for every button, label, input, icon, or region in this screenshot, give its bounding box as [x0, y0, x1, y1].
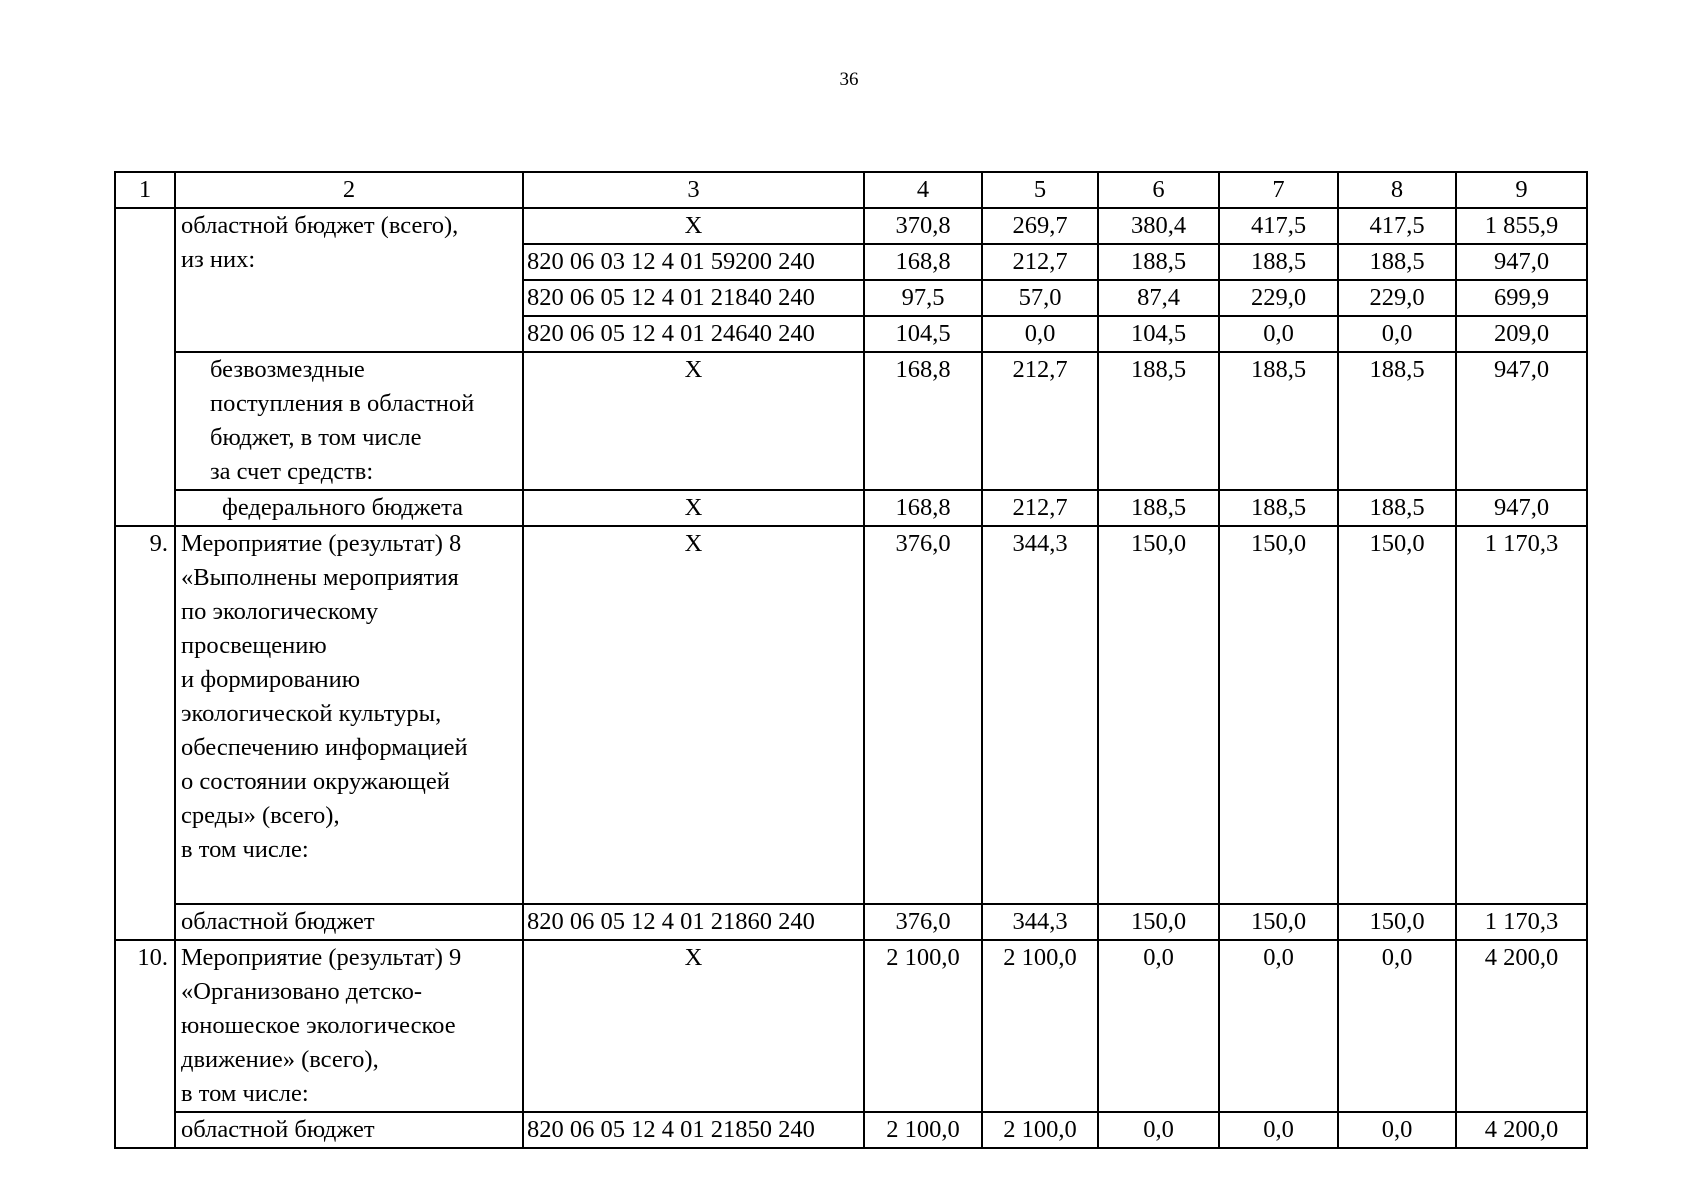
value-cell: 229,0 [1338, 280, 1456, 316]
header-cell: 5 [982, 172, 1098, 208]
value-cell: 0,0 [1219, 316, 1338, 352]
value-cell: 212,7 [982, 352, 1098, 490]
value-cell: 947,0 [1456, 490, 1587, 526]
code-cell: 820 06 03 12 4 01 59200 240 [523, 244, 864, 280]
value-cell: 150,0 [1338, 904, 1456, 940]
row-name-cell: Мероприятие (результат) 8 «Выполнены мероприятия по экологическому просвещению и формированию экологической культуры, обеспечению информацией о состоянии окружающей среды» (всего), в том числе: [175, 526, 523, 904]
table-row [115, 490, 1587, 526]
code-cell: 820 06 05 12 4 01 21860 240 [523, 904, 864, 940]
value-cell: 370,8 [864, 208, 982, 244]
code-cell: X [523, 526, 864, 904]
header-cell: 3 [523, 172, 864, 208]
value-cell: 104,5 [864, 316, 982, 352]
value-cell: 1 855,9 [1456, 208, 1587, 244]
value-cell: 0,0 [1098, 940, 1219, 1112]
code-cell: 820 06 05 12 4 01 21850 240 [523, 1112, 864, 1148]
value-cell: 150,0 [1219, 904, 1338, 940]
value-cell: 344,3 [982, 526, 1098, 904]
value-cell: 57,0 [982, 280, 1098, 316]
table-row [115, 526, 1587, 904]
value-cell: 2 100,0 [864, 940, 982, 1112]
header-cell: 8 [1338, 172, 1456, 208]
value-cell: 344,3 [982, 904, 1098, 940]
header-cell: 7 [1219, 172, 1338, 208]
value-cell: 188,5 [1338, 490, 1456, 526]
value-cell: 0,0 [982, 316, 1098, 352]
value-cell: 0,0 [1098, 1112, 1219, 1148]
value-cell: 188,5 [1219, 352, 1338, 490]
table-header-row [115, 172, 1587, 208]
table-row [115, 208, 1587, 244]
table-row [115, 904, 1587, 940]
value-cell: 150,0 [1098, 526, 1219, 904]
row-name-cell: федерального бюджета [175, 490, 523, 526]
value-cell: 380,4 [1098, 208, 1219, 244]
value-cell: 376,0 [864, 904, 982, 940]
value-cell: 699,9 [1456, 280, 1587, 316]
value-cell: 1 170,3 [1456, 904, 1587, 940]
value-cell: 188,5 [1098, 352, 1219, 490]
table-row [115, 352, 1587, 490]
value-cell: 0,0 [1338, 1112, 1456, 1148]
row-name-cell: Мероприятие (результат) 9 «Организовано детско- юношеское экологическое движение» (всего), в том числе: [175, 940, 523, 1112]
header-cell: 6 [1098, 172, 1219, 208]
value-cell: 2 100,0 [982, 1112, 1098, 1148]
code-cell: X [523, 208, 864, 244]
value-cell: 229,0 [1219, 280, 1338, 316]
header-cell: 9 [1456, 172, 1587, 208]
value-cell: 150,0 [1098, 904, 1219, 940]
value-cell: 212,7 [982, 490, 1098, 526]
value-cell: 168,8 [864, 244, 982, 280]
value-cell: 4 200,0 [1456, 1112, 1587, 1148]
row-name-cell: областной бюджет [175, 1112, 523, 1148]
value-cell: 188,5 [1338, 352, 1456, 490]
header-cell: 4 [864, 172, 982, 208]
table-row [115, 1112, 1587, 1148]
value-cell: 2 100,0 [864, 1112, 982, 1148]
code-cell: 820 06 05 12 4 01 21840 240 [523, 280, 864, 316]
value-cell: 104,5 [1098, 316, 1219, 352]
value-cell: 0,0 [1338, 316, 1456, 352]
value-cell: 87,4 [1098, 280, 1219, 316]
code-cell: 820 06 05 12 4 01 24640 240 [523, 316, 864, 352]
value-cell: 417,5 [1219, 208, 1338, 244]
row-number-cell: 9. [115, 526, 175, 940]
row-number-cell [115, 208, 175, 526]
value-cell: 376,0 [864, 526, 982, 904]
value-cell: 150,0 [1219, 526, 1338, 904]
value-cell: 4 200,0 [1456, 940, 1587, 1112]
value-cell: 150,0 [1338, 526, 1456, 904]
page-number: 36 [839, 69, 859, 90]
value-cell: 188,5 [1098, 490, 1219, 526]
value-cell: 209,0 [1456, 316, 1587, 352]
value-cell: 168,8 [864, 352, 982, 490]
value-cell: 1 170,3 [1456, 526, 1587, 904]
budget-table [114, 171, 1588, 1149]
row-number-cell: 10. [115, 940, 175, 1148]
value-cell: 188,5 [1338, 244, 1456, 280]
value-cell: 0,0 [1219, 940, 1338, 1112]
value-cell: 188,5 [1219, 244, 1338, 280]
code-cell: X [523, 352, 864, 490]
value-cell: 188,5 [1098, 244, 1219, 280]
value-cell: 417,5 [1338, 208, 1456, 244]
row-name-cell: областной бюджет (всего), из них: [175, 208, 523, 352]
row-name-cell: безвозмездные поступления в областной бюджет, в том числе за счет средств: [175, 352, 523, 490]
value-cell: 168,8 [864, 490, 982, 526]
value-cell: 269,7 [982, 208, 1098, 244]
value-cell: 212,7 [982, 244, 1098, 280]
value-cell: 188,5 [1219, 490, 1338, 526]
code-cell: X [523, 490, 864, 526]
header-cell: 1 [115, 172, 175, 208]
table-row [115, 940, 1587, 1112]
header-cell: 2 [175, 172, 523, 208]
value-cell: 97,5 [864, 280, 982, 316]
value-cell: 947,0 [1456, 244, 1587, 280]
code-cell: X [523, 940, 864, 1112]
row-name-cell: областной бюджет [175, 904, 523, 940]
value-cell: 947,0 [1456, 352, 1587, 490]
value-cell: 0,0 [1219, 1112, 1338, 1148]
value-cell: 2 100,0 [982, 940, 1098, 1112]
value-cell: 0,0 [1338, 940, 1456, 1112]
